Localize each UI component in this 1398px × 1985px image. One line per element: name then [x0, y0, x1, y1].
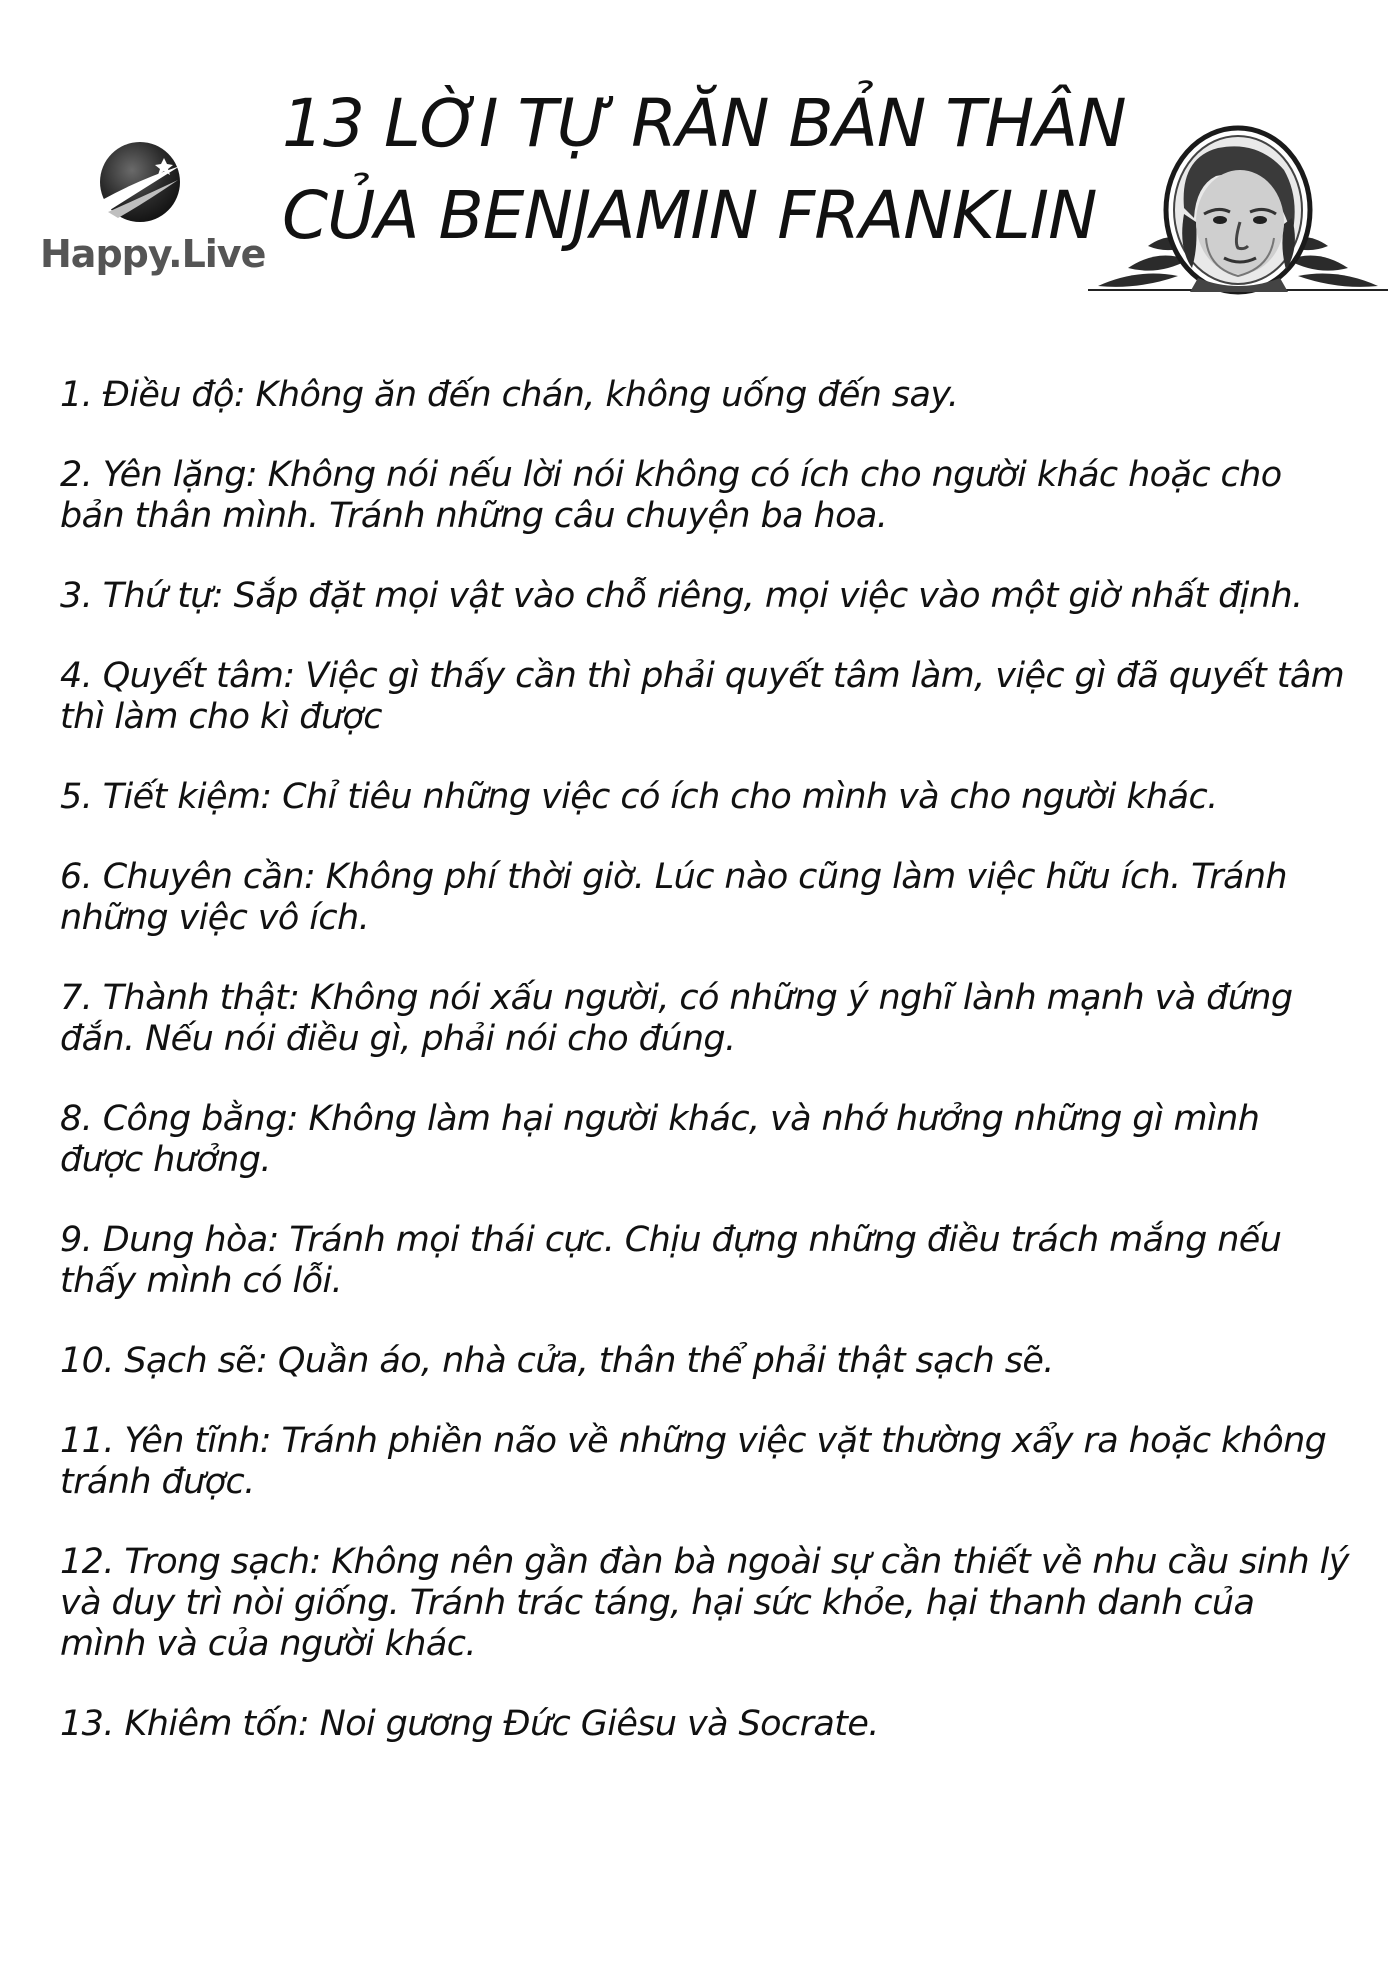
list-item: 8. Công bằng: Không làm hại người khác, và nhớ hưởng những gì mình được hưởng.	[60, 1099, 1260, 1180]
list-item: 3. Thứ tự: Sắp đặt mọi vật vào chỗ riêng, mọi việc vào một giờ nhất định.	[60, 576, 1303, 616]
list-item: 2. Yên lặng: Không nói nếu lời nói không có ích cho người khác hoặc cho bản thân mình. Tránh những câu chuyện ba hoa.	[60, 455, 1282, 536]
list-item: 7. Thành thật: Không nói xấu người, có những ý nghĩ lành mạnh và đứng đắn. Nếu nói điều gì, phải nói cho đúng.	[60, 978, 1293, 1059]
title-line-2: CỦA BENJAMIN FRANKLIN	[282, 177, 1097, 254]
title-line-1: 13 LỜI TỰ RĂN BẢN THÂN	[282, 85, 1126, 162]
list-item: 13. Khiêm tốn: Noi gương Đức Giêsu và Socrate.	[60, 1704, 879, 1744]
list-item: 9. Dung hòa: Tránh mọi thái cực. Chịu đựng những điều trách mắng nếu thấy mình có lỗi.	[60, 1220, 1282, 1301]
page-title	[282, 78, 1126, 262]
happy-live-logo	[40, 140, 266, 290]
list-item: 6. Chuyên cần: Không phí thời giờ. Lúc nào cũng làm việc hữu ích. Tránh những việc vô ích.	[60, 857, 1288, 938]
globe-swoosh-icon	[98, 140, 182, 224]
list-item: 11. Yên tĩnh: Tránh phiền não về những việc vặt thường xẩy ra hoặc không tránh được.	[60, 1421, 1327, 1502]
header	[0, 0, 1398, 320]
list-item: 12. Trong sạch: Không nên gần đàn bà ngoài sự cần thiết về nhu cầu sinh lý và duy trì nòi giống. Tránh trác táng, hại sức khỏe, hại thanh danh của mình và của người khác.	[60, 1542, 1349, 1664]
list-item: 1. Điều độ: Không ăn đến chán, không uống đến say.	[60, 375, 959, 415]
rules-list	[60, 375, 1350, 1784]
logo-text: Happy.Live	[40, 232, 266, 276]
list-item: 4. Quyết tâm: Việc gì thấy cần thì phải quyết tâm làm, việc gì đã quyết tâm thì làm cho kì được	[60, 656, 1345, 737]
benjamin-franklin-portrait	[1088, 118, 1388, 298]
list-item: 10. Sạch sẽ: Quần áo, nhà cửa, thân thể phải thật sạch sẽ.	[60, 1341, 1054, 1381]
list-item: 5. Tiết kiệm: Chỉ tiêu những việc có ích cho mình và cho người khác.	[60, 777, 1218, 817]
